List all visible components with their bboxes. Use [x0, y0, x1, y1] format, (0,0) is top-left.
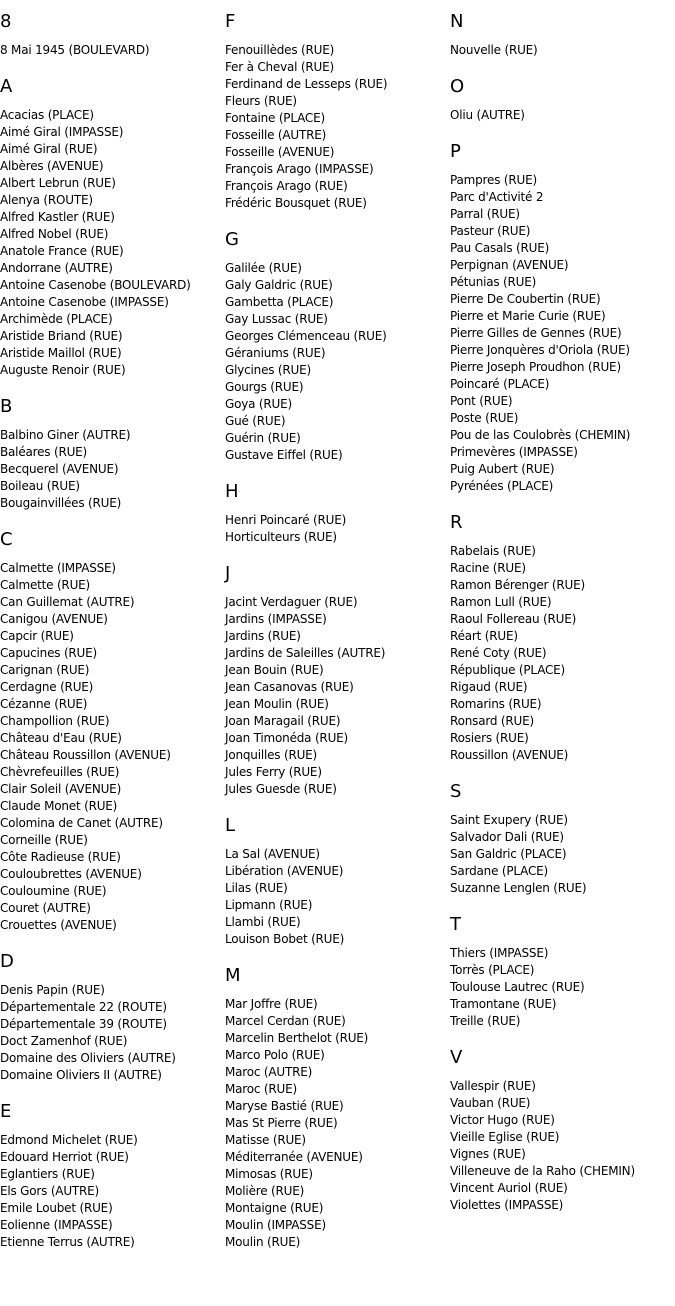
street-item: Jean Casanovas (RUE)	[225, 680, 354, 694]
street-item: Pierre Joseph Proudhon (RUE)	[450, 360, 621, 374]
street-item: Molière (RUE)	[225, 1184, 305, 1198]
letter-section	[225, 563, 447, 798]
street-item: Pou de las Coulobrès (CHEMIN)	[450, 428, 631, 442]
street-item: Toulouse Lautrec (RUE)	[450, 980, 585, 994]
street-item: Parral (RUE)	[450, 207, 520, 221]
section-letter-heading: H	[225, 481, 239, 502]
street-item: Romarins (RUE)	[450, 697, 542, 711]
street-item: Maroc (AUTRE)	[225, 1065, 313, 1079]
street-list	[450, 42, 675, 59]
street-item: Pétunias (RUE)	[450, 275, 537, 289]
street-item: Canigou (AVENUE)	[0, 612, 108, 626]
street-item: Llambi (RUE)	[225, 915, 301, 929]
letter-section	[225, 481, 447, 546]
street-item: Réart (RUE)	[450, 629, 518, 643]
street-item: Couret (AUTRE)	[0, 901, 91, 915]
street-item: Nouvelle (RUE)	[450, 43, 538, 57]
section-letter-heading: F	[225, 11, 236, 32]
street-item: Fosseille (AUTRE)	[225, 128, 327, 142]
street-item: Jules Guesde (RUE)	[225, 782, 337, 796]
street-item: Jardins (RUE)	[225, 629, 301, 643]
street-list	[225, 996, 447, 1251]
street-item: Tramontane (RUE)	[450, 997, 557, 1011]
street-item: Galy Galdric (RUE)	[225, 278, 333, 292]
street-item: Aimé Giral (RUE)	[0, 142, 98, 156]
street-item: Ronsard (RUE)	[450, 714, 534, 728]
street-item: Cézanne (RUE)	[0, 697, 88, 711]
section-letter-heading: N	[450, 11, 464, 32]
street-item: Roussillon (AVENUE)	[450, 748, 569, 762]
street-item: Pierre De Coubertin (RUE)	[450, 292, 601, 306]
street-item: Albères (AVENUE)	[0, 159, 104, 173]
street-item: Can Guillemat (AUTRE)	[0, 595, 135, 609]
street-item: Pierre Jonquères d'Oriola (RUE)	[450, 343, 630, 357]
street-item: Vallespir (RUE)	[450, 1079, 536, 1093]
street-item: Claude Monet (RUE)	[0, 799, 118, 813]
street-item: Alfred Nobel (RUE)	[0, 227, 109, 241]
section-letter-heading: C	[0, 529, 13, 550]
street-item: Géraniums (RUE)	[225, 346, 326, 360]
street-item: François Arago (IMPASSE)	[225, 162, 374, 176]
street-list	[225, 846, 447, 948]
street-item: Louison Bobet (RUE)	[225, 932, 345, 946]
street-item: Pierre Gilles de Gennes (RUE)	[450, 326, 622, 340]
street-item: Matisse (RUE)	[225, 1133, 306, 1147]
street-list	[0, 560, 222, 934]
street-item: Albert Lebrun (RUE)	[0, 176, 116, 190]
letter-section	[450, 11, 675, 59]
street-item: Jean Moulin (RUE)	[225, 697, 329, 711]
street-item: Primevères (IMPASSE)	[450, 445, 578, 459]
street-item: Els Gors (AUTRE)	[0, 1184, 100, 1198]
section-letter-heading: P	[450, 141, 461, 162]
street-item: Gourgs (RUE)	[225, 380, 304, 394]
section-letter-heading: M	[225, 965, 241, 986]
street-item: Pasteur (RUE)	[450, 224, 531, 238]
section-letter-heading: D	[0, 951, 14, 972]
street-item: Champollion (RUE)	[0, 714, 110, 728]
street-item: République (PLACE)	[450, 663, 566, 677]
street-item: Rosiers (RUE)	[450, 731, 529, 745]
street-item: Fleurs (RUE)	[225, 94, 297, 108]
street-item: Mas St Pierre (RUE)	[225, 1116, 338, 1130]
street-item: Marcelin Berthelot (RUE)	[225, 1031, 369, 1045]
street-item: Maryse Bastié (RUE)	[225, 1099, 344, 1113]
street-item: Carignan (RUE)	[0, 663, 90, 677]
street-list	[0, 107, 222, 379]
street-item: Rabelais (RUE)	[450, 544, 536, 558]
street-item: Crouettes (AVENUE)	[0, 918, 117, 932]
street-column-2	[225, 11, 447, 1268]
street-item: Doct Zamenhof (RUE)	[0, 1034, 128, 1048]
street-list	[450, 945, 675, 1030]
street-list	[225, 42, 447, 212]
street-item: Fosseille (AVENUE)	[225, 145, 335, 159]
street-item: Andorrane (AUTRE)	[0, 261, 113, 275]
street-item: Cerdagne (RUE)	[0, 680, 94, 694]
street-item: Henri Poincaré (RUE)	[225, 513, 347, 527]
letter-section	[450, 914, 675, 1030]
street-item: Salvador Dali (RUE)	[450, 830, 564, 844]
street-item: Emile Loubet (RUE)	[0, 1201, 113, 1215]
street-item: Moulin (IMPASSE)	[225, 1218, 326, 1232]
street-item: Georges Clémenceau (RUE)	[225, 329, 387, 343]
street-item: Perpignan (AVENUE)	[450, 258, 569, 272]
street-item: Balbino Giner (AUTRE)	[0, 428, 131, 442]
street-item: Chèvrefeuilles (RUE)	[0, 765, 120, 779]
section-letter-heading: A	[0, 76, 13, 97]
street-item: Antoine Casenobe (IMPASSE)	[0, 295, 169, 309]
street-item: Jacint Verdaguer (RUE)	[225, 595, 358, 609]
street-item: Clair Soleil (AVENUE)	[0, 782, 122, 796]
street-item: Gambetta (PLACE)	[225, 295, 334, 309]
street-item: Gay Lussac (RUE)	[225, 312, 328, 326]
street-item: Mimosas (RUE)	[225, 1167, 313, 1181]
street-item: Pont (RUE)	[450, 394, 513, 408]
section-letter-heading: B	[0, 396, 13, 417]
section-letter-heading: J	[225, 563, 231, 584]
street-item: Gué (RUE)	[225, 414, 286, 428]
street-item: Lipmann (RUE)	[225, 898, 313, 912]
street-item: Treille (RUE)	[450, 1014, 521, 1028]
street-item: Aimé Giral (IMPASSE)	[0, 125, 124, 139]
letter-section	[0, 11, 222, 59]
street-item: La Sal (AVENUE)	[225, 847, 320, 861]
section-letter-heading: V	[450, 1047, 463, 1068]
street-item: Couloumine (RUE)	[0, 884, 107, 898]
street-list	[0, 427, 222, 512]
street-item: Racine (RUE)	[450, 561, 526, 575]
street-item: Sardane (PLACE)	[450, 864, 548, 878]
street-item: Fer à Cheval (RUE)	[225, 60, 334, 74]
street-item: Corneille (RUE)	[0, 833, 88, 847]
street-item: Jardins de Saleilles (AUTRE)	[225, 646, 386, 660]
street-item: Vieille Eglise (RUE)	[450, 1130, 560, 1144]
letter-section	[0, 396, 222, 512]
street-item: Pau Casals (RUE)	[450, 241, 550, 255]
street-item: Raoul Follereau (RUE)	[450, 612, 577, 626]
street-list	[225, 512, 447, 546]
street-item: René Coty (RUE)	[450, 646, 547, 660]
street-item: Gustave Eiffel (RUE)	[225, 448, 343, 462]
street-item: San Galdric (PLACE)	[450, 847, 567, 861]
section-letter-heading: S	[450, 781, 462, 802]
street-item: Guérin (RUE)	[225, 431, 301, 445]
street-item: Thiers (IMPASSE)	[450, 946, 549, 960]
street-item: Poste (RUE)	[450, 411, 519, 425]
street-list	[450, 172, 675, 495]
street-item: Jardins (IMPASSE)	[225, 612, 327, 626]
street-item: Calmette (RUE)	[0, 578, 91, 592]
letter-section	[450, 781, 675, 897]
street-item: Pyrénées (PLACE)	[450, 479, 554, 493]
street-item: Joan Timonéda (RUE)	[225, 731, 349, 745]
section-letter-heading: R	[450, 512, 463, 533]
street-list	[0, 1132, 222, 1251]
letter-section	[450, 512, 675, 764]
street-item: Aristide Maillol (RUE)	[0, 346, 122, 360]
street-list	[450, 543, 675, 764]
letter-section	[450, 1047, 675, 1214]
letter-section	[225, 815, 447, 948]
street-item: Alenya (ROUTE)	[0, 193, 93, 207]
street-item: Antoine Casenobe (BOULEVARD)	[0, 278, 191, 292]
street-item: Eglantiers (RUE)	[0, 1167, 95, 1181]
letter-section	[225, 229, 447, 464]
street-item: Auguste Renoir (RUE)	[0, 363, 126, 377]
letter-section	[450, 76, 675, 124]
street-item: Acacias (PLACE)	[0, 108, 94, 122]
section-letter-heading: G	[225, 229, 239, 250]
street-item: Baléares (RUE)	[0, 445, 88, 459]
letter-section	[0, 1101, 222, 1251]
street-item: Ferdinand de Lesseps (RUE)	[225, 77, 388, 91]
letter-section	[225, 965, 447, 1251]
street-item: Vincent Auriol (RUE)	[450, 1181, 568, 1195]
street-item: Poincaré (PLACE)	[450, 377, 550, 391]
street-item: Ramon Bérenger (RUE)	[450, 578, 585, 592]
street-item: Denis Papin (RUE)	[0, 983, 105, 997]
street-item: Edmond Michelet (RUE)	[0, 1133, 138, 1147]
street-item: Edouard Herriot (RUE)	[0, 1150, 129, 1164]
street-item: Couloubrettes (AVENUE)	[0, 867, 142, 881]
section-letter-heading: O	[450, 76, 465, 97]
street-item: Archimède (PLACE)	[0, 312, 113, 326]
street-item: Méditerranée (AVENUE)	[225, 1150, 363, 1164]
street-list	[225, 594, 447, 798]
letter-section	[450, 141, 675, 495]
street-item: Marco Polo (RUE)	[225, 1048, 325, 1062]
street-item: Moulin (RUE)	[225, 1235, 301, 1249]
street-item: Etienne Terrus (AUTRE)	[0, 1235, 135, 1249]
street-item: Vauban (RUE)	[450, 1096, 531, 1110]
street-item: Horticulteurs (RUE)	[225, 530, 337, 544]
street-item: Aristide Briand (RUE)	[0, 329, 123, 343]
street-item: Départementale 22 (ROUTE)	[0, 1000, 167, 1014]
section-letter-heading: L	[225, 815, 236, 836]
street-item: Fenouillèdes (RUE)	[225, 43, 335, 57]
street-item: Jules Ferry (RUE)	[225, 765, 322, 779]
section-letter-heading: 8	[0, 11, 12, 32]
street-item: Marcel Cerdan (RUE)	[225, 1014, 346, 1028]
street-item: Ramon Lull (RUE)	[450, 595, 552, 609]
letter-section	[0, 951, 222, 1084]
street-item: Colomina de Canet (AUTRE)	[0, 816, 163, 830]
street-item: Glycines (RUE)	[225, 363, 311, 377]
street-item: Parc d'Activité 2	[450, 190, 544, 204]
street-item: Torrès (PLACE)	[450, 963, 535, 977]
street-item: Calmette (IMPASSE)	[0, 561, 116, 575]
street-item: Galilée (RUE)	[225, 261, 302, 275]
street-item: Saint Exupery (RUE)	[450, 813, 568, 827]
street-item: Château Roussillon (AVENUE)	[0, 748, 171, 762]
street-item: Domaine des Oliviers (AUTRE)	[0, 1051, 176, 1065]
street-item: Frédéric Bousquet (RUE)	[225, 196, 367, 210]
letter-section	[0, 529, 222, 934]
street-item: Violettes (IMPASSE)	[450, 1198, 564, 1212]
street-item: Joan Maragail (RUE)	[225, 714, 341, 728]
street-item: Lilas (RUE)	[225, 881, 288, 895]
street-item: Suzanne Lenglen (RUE)	[450, 881, 587, 895]
street-item: Capucines (RUE)	[0, 646, 98, 660]
street-item: 8 Mai 1945 (BOULEVARD)	[0, 43, 150, 57]
street-column-1	[0, 11, 222, 1268]
street-list	[450, 1078, 675, 1214]
street-list	[0, 982, 222, 1084]
street-item: Eolienne (IMPASSE)	[0, 1218, 113, 1232]
street-item: Pampres (RUE)	[450, 173, 537, 187]
street-item: Pierre et Marie Curie (RUE)	[450, 309, 606, 323]
street-item: Alfred Kastler (RUE)	[0, 210, 115, 224]
street-item: Libération (AVENUE)	[225, 864, 344, 878]
street-item: Anatole France (RUE)	[0, 244, 124, 258]
letter-section	[0, 76, 222, 379]
street-item: Villeneuve de la Raho (CHEMIN)	[450, 1164, 635, 1178]
street-item: Château d'Eau (RUE)	[0, 731, 122, 745]
street-list	[225, 260, 447, 464]
letter-section	[225, 11, 447, 212]
street-item: Départementale 39 (ROUTE)	[0, 1017, 167, 1031]
street-column-3	[450, 11, 675, 1231]
section-letter-heading: T	[450, 914, 461, 935]
street-item: Jonquilles (RUE)	[225, 748, 318, 762]
street-item: François Arago (RUE)	[225, 179, 348, 193]
street-item: Boileau (RUE)	[0, 479, 80, 493]
street-item: Puig Aubert (RUE)	[450, 462, 555, 476]
street-item: Jean Bouin (RUE)	[225, 663, 324, 677]
street-list	[450, 812, 675, 897]
street-item: Côte Radieuse (RUE)	[0, 850, 121, 864]
street-item: Victor Hugo (RUE)	[450, 1113, 555, 1127]
street-item: Domaine Oliviers II (AUTRE)	[0, 1068, 162, 1082]
street-item: Bougainvillées (RUE)	[0, 496, 122, 510]
street-list	[0, 42, 222, 59]
street-item: Montaigne (RUE)	[225, 1201, 324, 1215]
street-item: Oliu (AUTRE)	[450, 108, 525, 122]
street-item: Becquerel (AVENUE)	[0, 462, 119, 476]
street-item: Mar Joffre (RUE)	[225, 997, 318, 1011]
section-letter-heading: E	[0, 1101, 12, 1122]
street-item: Fontaine (PLACE)	[225, 111, 325, 125]
street-list	[450, 107, 675, 124]
street-item: Rigaud (RUE)	[450, 680, 528, 694]
street-item: Goya (RUE)	[225, 397, 292, 411]
street-item: Capcir (RUE)	[0, 629, 74, 643]
street-item: Maroc (RUE)	[225, 1082, 297, 1096]
street-item: Vignes (RUE)	[450, 1147, 526, 1161]
